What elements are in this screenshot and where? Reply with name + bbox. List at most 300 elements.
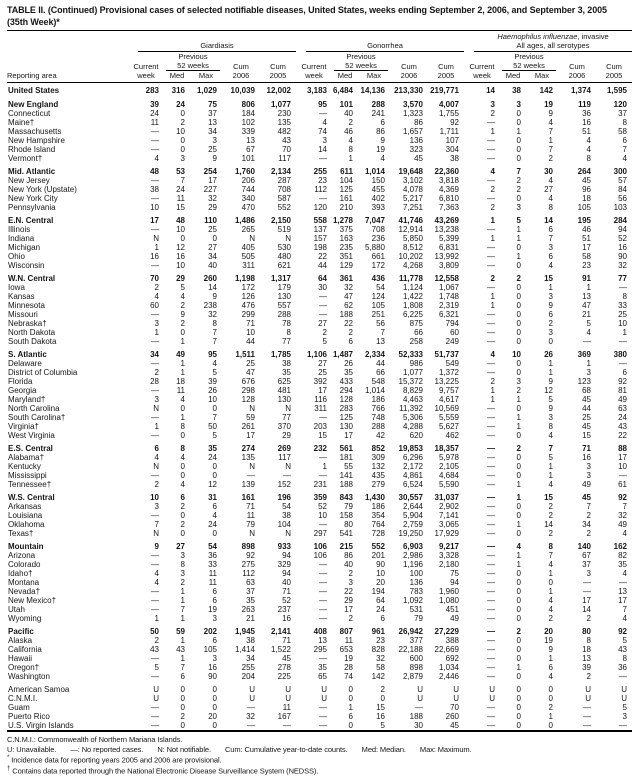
value-cell: 288 <box>371 422 385 431</box>
value-cell: 0 <box>516 645 521 654</box>
value-cell: 255 <box>313 167 327 176</box>
value-cell: 10 <box>176 261 185 270</box>
value-cell: 7 <box>548 444 553 453</box>
value-cell: 7,251 <box>402 203 423 212</box>
value-cell: 260 <box>203 274 217 283</box>
table-row <box>7 413 632 422</box>
value-cell: 18 <box>582 645 591 654</box>
value-cell: 1,077 <box>402 368 423 377</box>
value-cell: 67 <box>246 145 255 154</box>
value-cell: N <box>249 404 255 413</box>
table-row <box>7 623 632 636</box>
value-cell: 0 <box>516 721 521 730</box>
value-cell: 852 <box>371 444 385 453</box>
value-cell: 3 <box>490 100 495 109</box>
value-cell: 0 <box>212 694 217 703</box>
value-cell: 15 <box>318 431 327 440</box>
value-cell: 25 <box>208 225 217 234</box>
value-cell: 19 <box>544 100 553 109</box>
value-cell: 11,392 <box>399 404 423 413</box>
value-cell: 480 <box>277 252 291 261</box>
value-cell: 1 <box>180 654 185 663</box>
table-row <box>7 270 632 283</box>
cum-label: Cum <box>401 62 417 71</box>
value-cell: — <box>487 319 495 328</box>
value-cell: 42 <box>376 431 385 440</box>
value-cell: 29 <box>344 596 353 605</box>
reporting-area-cell: E.N. Central <box>8 216 54 225</box>
value-cell: 238 <box>203 301 217 310</box>
value-cell: 136 <box>409 136 423 145</box>
value-cell: 1,748 <box>438 292 459 301</box>
value-cell: 0 <box>212 529 217 538</box>
value-cell: 28 <box>344 663 353 672</box>
value-cell: 1,522 <box>270 645 291 654</box>
table-row <box>7 118 632 127</box>
value-cell: 2 <box>348 328 353 337</box>
value-cell: 107 <box>445 136 459 145</box>
value-cell: 1 <box>322 462 327 471</box>
value-cell: 530 <box>277 243 291 252</box>
value-cell: 1,486 <box>234 216 255 225</box>
value-cell: 0 <box>516 462 521 471</box>
value-cell: 30 <box>318 283 327 292</box>
value-cell: 0 <box>548 578 553 587</box>
value-cell: 0 <box>516 404 521 413</box>
value-cell: 11 <box>344 636 353 645</box>
value-cell: 0 <box>180 685 185 694</box>
value-cell: 79 <box>344 502 353 511</box>
value-cell: 265 <box>241 225 255 234</box>
value-cell: 0 <box>180 703 185 712</box>
value-cell: 433 <box>339 377 353 386</box>
value-cell: — <box>319 520 327 529</box>
legend-segment: —: No reported cases. <box>70 744 144 754</box>
value-cell: 43,269 <box>434 216 459 225</box>
value-cell: 124 <box>371 292 385 301</box>
value-cell: 5 <box>548 395 553 404</box>
value-cell: 764 <box>371 520 385 529</box>
weeks52-label: 52 weeks <box>164 61 222 71</box>
reporting-area-cell: New Jersey <box>8 176 50 185</box>
value-cell: 94 <box>618 225 627 234</box>
value-cell: U <box>285 685 291 694</box>
value-cell: 4 <box>586 328 591 337</box>
value-cell: 26 <box>344 359 353 368</box>
value-cell: 5 <box>322 337 327 346</box>
value-cell: 195 <box>577 216 591 225</box>
value-cell: 1 <box>548 462 553 471</box>
value-cell: 0 <box>516 310 521 319</box>
value-cell: 105 <box>371 301 385 310</box>
value-cell: 10 <box>618 319 627 328</box>
value-cell: 5 <box>622 636 627 645</box>
cum-label: Cum <box>270 62 286 71</box>
value-cell: 13 <box>208 118 217 127</box>
table-row <box>7 283 632 292</box>
value-cell: 4 <box>516 542 521 551</box>
value-cell: 1 <box>490 234 495 243</box>
table-row <box>7 440 632 453</box>
value-cell: 6 <box>180 493 185 502</box>
value-cell: U <box>321 685 327 694</box>
value-cell: 1,511 <box>235 350 255 359</box>
reporting-area-cell: Ohio <box>8 252 25 261</box>
value-cell: 4 <box>586 136 591 145</box>
value-cell: 339 <box>241 127 255 136</box>
value-cell: 1 <box>154 422 159 431</box>
value-cell: 8 <box>180 560 185 569</box>
value-cell: 8,512 <box>402 243 423 252</box>
value-cell: — <box>151 225 159 234</box>
value-cell: 161 <box>339 194 353 203</box>
value-cell: 2 <box>586 529 591 538</box>
value-cell: 9 <box>212 292 217 301</box>
value-cell: 9,217 <box>438 542 459 551</box>
reporting-area-cell: Wyoming <box>8 614 42 623</box>
value-cell: 90 <box>208 672 217 681</box>
value-cell: 186 <box>371 502 385 511</box>
value-cell: 12,914 <box>398 225 423 234</box>
value-cell: 8 <box>548 203 553 212</box>
week-label: week <box>128 71 164 83</box>
table-row <box>7 234 632 243</box>
value-cell: 451 <box>445 605 459 614</box>
table-row <box>7 529 632 538</box>
value-cell: 13 <box>582 292 591 301</box>
value-cell: 1 <box>548 569 553 578</box>
value-cell: 12 <box>176 243 185 252</box>
value-cell: 2 <box>154 636 159 645</box>
value-cell: 1 <box>516 520 521 529</box>
value-cell: 3 <box>322 136 327 145</box>
value-cell: — <box>487 605 495 614</box>
value-cell: 103 <box>613 203 627 212</box>
value-cell: 1,960 <box>438 587 459 596</box>
value-cell: N <box>249 234 255 243</box>
value-cell: 2 <box>322 328 327 337</box>
week-label: week <box>296 71 332 83</box>
value-cell: 0 <box>212 703 217 712</box>
value-cell: 56 <box>618 194 627 203</box>
value-cell: 2 <box>180 118 185 127</box>
value-cell: 17 <box>582 243 591 252</box>
value-cell: 10 <box>318 511 327 520</box>
value-cell: 0 <box>212 721 217 730</box>
value-cell: 202 <box>203 627 217 636</box>
value-cell: N <box>285 462 291 471</box>
value-cell: 60 <box>150 301 159 310</box>
value-cell: 16 <box>582 118 591 127</box>
value-cell: 13,992 <box>434 252 459 261</box>
value-cell: 4,369 <box>438 185 459 194</box>
value-cell: 1 <box>180 337 185 346</box>
value-cell: 274 <box>241 444 255 453</box>
reporting-area-cell: Arkansas <box>8 502 42 511</box>
value-cell: 0 <box>516 502 521 511</box>
value-cell: — <box>487 328 495 337</box>
value-cell: 172 <box>371 261 385 270</box>
reporting-area-cell: Iowa <box>8 283 25 292</box>
value-cell: 279 <box>371 480 385 489</box>
value-cell: 71 <box>582 444 591 453</box>
value-cell: 79 <box>246 520 255 529</box>
value-cell: 54 <box>282 502 291 511</box>
value-cell: 316 <box>171 86 185 95</box>
value-cell: 354 <box>371 511 385 520</box>
value-cell: 340 <box>241 194 255 203</box>
value-cell: 0 <box>516 319 521 328</box>
value-cell: 77 <box>282 337 291 346</box>
value-cell: 70 <box>450 703 459 712</box>
value-cell: 78 <box>282 319 291 328</box>
value-cell: — <box>487 368 495 377</box>
value-cell: 5,559 <box>438 413 459 422</box>
value-cell: 136 <box>409 578 423 587</box>
value-cell: 1 <box>516 493 521 502</box>
value-cell: 7 <box>180 663 185 672</box>
value-cell: 1,945 <box>234 627 255 636</box>
table-row <box>7 404 632 413</box>
value-cell: 26,942 <box>398 627 423 636</box>
value-cell: 17 <box>618 596 627 605</box>
value-cell: 2,879 <box>402 672 423 681</box>
value-cell: 2 <box>180 712 185 721</box>
value-cell: 29 <box>208 203 217 212</box>
value-cell: — <box>619 471 627 480</box>
value-cell: — <box>151 712 159 721</box>
value-cell: 27 <box>176 542 185 551</box>
value-cell: 369 <box>577 350 591 359</box>
value-cell: 1,014 <box>364 386 385 395</box>
reporting-area-cell: North Dakota <box>8 328 56 337</box>
value-cell: 49 <box>618 395 627 404</box>
value-cell: — <box>487 359 495 368</box>
value-cell: — <box>487 118 495 127</box>
table-row <box>7 703 632 712</box>
value-cell: 435 <box>371 471 385 480</box>
value-cell: 806 <box>241 100 255 109</box>
value-cell: 32 <box>246 712 255 721</box>
value-cell: N <box>249 462 255 471</box>
value-cell: — <box>583 337 591 346</box>
value-cell: 60 <box>450 328 459 337</box>
value-cell: 2,319 <box>438 301 459 310</box>
value-cell: 14,136 <box>360 86 385 95</box>
value-cell: 44 <box>376 359 385 368</box>
value-cell: 264 <box>577 167 591 176</box>
max-label: Max <box>526 71 558 83</box>
value-cell: 167 <box>277 712 291 721</box>
reporting-area-cell: Louisiana <box>8 511 43 520</box>
value-cell: 204 <box>241 672 255 681</box>
value-cell: 142 <box>539 86 553 95</box>
value-cell: 4 <box>322 118 327 127</box>
value-cell: 132 <box>371 462 385 471</box>
value-cell: 251 <box>371 310 385 319</box>
value-cell: 54 <box>376 283 385 292</box>
value-cell: — <box>151 261 159 270</box>
value-cell: 6,903 <box>402 542 423 551</box>
reporting-area-cell: Florida <box>8 377 33 386</box>
value-cell: 19 <box>544 636 553 645</box>
previous-label: Previous <box>346 52 376 61</box>
value-cell: 6 <box>348 337 353 346</box>
value-cell: 15,372 <box>398 377 423 386</box>
reporting-area-cell: S. Atlantic <box>8 350 47 359</box>
value-cell: 66 <box>414 328 423 337</box>
value-cell: 1 <box>348 154 353 163</box>
value-cell: 23 <box>318 176 327 185</box>
value-cell: 23 <box>582 261 591 270</box>
table-row <box>7 225 632 234</box>
value-cell: U <box>417 685 423 694</box>
value-cell: 27 <box>544 185 553 194</box>
value-cell: 25 <box>618 310 627 319</box>
value-cell: 179 <box>277 283 291 292</box>
value-cell: 1,317 <box>270 274 291 283</box>
table-row <box>7 301 632 310</box>
value-cell: 0 <box>516 118 521 127</box>
value-cell: 54 <box>208 542 217 551</box>
value-cell: 32 <box>208 194 217 203</box>
value-cell: 748 <box>371 413 385 422</box>
value-cell: 110 <box>204 216 217 225</box>
value-cell: 19,250 <box>398 529 423 538</box>
value-cell: 9 <box>548 404 553 413</box>
value-cell: 112 <box>314 185 327 194</box>
value-cell: 130 <box>277 292 291 301</box>
value-cell: 288 <box>371 100 385 109</box>
value-cell: 3,570 <box>402 100 423 109</box>
value-cell: 1 <box>548 712 553 721</box>
value-cell: 2 <box>516 176 521 185</box>
value-cell: 531 <box>409 605 423 614</box>
value-cell: 80 <box>344 520 353 529</box>
value-cell: 4 <box>154 569 159 578</box>
value-cell: 1 <box>490 301 495 310</box>
value-cell: 21 <box>582 310 591 319</box>
value-cell: 22 <box>344 587 353 596</box>
value-cell: 50 <box>208 422 217 431</box>
value-cell: 225 <box>277 672 291 681</box>
value-cell: 0 <box>516 261 521 270</box>
legend-segment: Cum: Cumulative year-to-date counts. <box>224 744 348 754</box>
value-cell: 587 <box>277 194 291 203</box>
value-cell: 1 <box>516 127 521 136</box>
value-cell: 4 <box>622 569 627 578</box>
value-cell: 2,180 <box>438 560 459 569</box>
value-cell: 40 <box>282 578 291 587</box>
value-cell: 462 <box>445 431 459 440</box>
value-cell: 300 <box>613 167 627 176</box>
value-cell: 15 <box>544 274 553 283</box>
value-cell: 1 <box>548 587 553 596</box>
value-cell: 2,105 <box>438 462 459 471</box>
value-cell: 14 <box>544 216 553 225</box>
value-cell: 152 <box>277 480 291 489</box>
value-cell: 26 <box>544 350 553 359</box>
value-cell: — <box>487 480 495 489</box>
value-cell: 3,065 <box>438 520 459 529</box>
reporting-area-cell: District of Columbia <box>8 368 78 377</box>
value-cell: 19 <box>208 605 217 614</box>
table-row <box>7 520 632 529</box>
value-cell: 0 <box>548 694 553 703</box>
value-cell: 3 <box>586 368 591 377</box>
value-cell: 10 <box>208 395 217 404</box>
reporting-area-cell: Illinois <box>8 225 31 234</box>
table-row <box>7 176 632 185</box>
value-cell: 94 <box>282 569 291 578</box>
value-cell: 393 <box>371 203 385 212</box>
value-cell: 288 <box>277 310 291 319</box>
value-cell: U <box>489 685 495 694</box>
value-cell: 58 <box>618 127 627 136</box>
value-cell: 43 <box>618 422 627 431</box>
value-cell: 15 <box>376 703 385 712</box>
value-cell: 4 <box>622 154 627 163</box>
year-2006-label: 2006 <box>390 71 428 83</box>
footnote-dagger: † Contains data reported through the National Electronic Disease Surveillance System (NEDSS). <box>7 766 319 776</box>
value-cell: 6,810 <box>438 194 459 203</box>
value-cell: 52 <box>318 502 327 511</box>
reporting-area-cell: New York (Upstate) <box>8 185 77 194</box>
value-cell: 408 <box>313 627 327 636</box>
value-cell: 9 <box>180 310 185 319</box>
value-cell: 16 <box>150 252 159 261</box>
value-cell: 807 <box>339 627 353 636</box>
value-cell: — <box>415 703 423 712</box>
value-cell: 3,183 <box>306 86 327 95</box>
value-cell: 1 <box>180 359 185 368</box>
value-cell: 3,102 <box>402 176 423 185</box>
value-cell: — <box>151 560 159 569</box>
value-cell: — <box>319 578 327 587</box>
value-cell: 1 <box>180 596 185 605</box>
value-cell: 1,372 <box>438 368 459 377</box>
value-cell: 2 <box>154 368 159 377</box>
value-cell: 3 <box>516 203 521 212</box>
value-cell: 61 <box>618 480 627 489</box>
value-cell: 157 <box>313 234 327 243</box>
value-cell: 37 <box>582 560 591 569</box>
value-cell: 1,487 <box>332 350 353 359</box>
value-cell: — <box>619 283 627 292</box>
value-cell: 1,124 <box>402 283 423 292</box>
value-cell: 46 <box>582 225 591 234</box>
value-cell: 215 <box>339 542 353 551</box>
value-cell: 101 <box>339 100 353 109</box>
value-cell: 4 <box>548 480 553 489</box>
value-cell: 20 <box>208 712 217 721</box>
value-cell: 9,757 <box>438 386 459 395</box>
value-cell: 548 <box>371 377 385 386</box>
value-cell: 11 <box>282 703 291 712</box>
value-cell: — <box>487 529 495 538</box>
table-row <box>7 694 632 703</box>
value-cell: 35 <box>618 560 627 569</box>
current-label: Current <box>301 62 327 71</box>
value-cell: 8 <box>548 542 553 551</box>
value-cell: 86 <box>376 127 385 136</box>
value-cell: 1,711 <box>439 127 459 136</box>
value-cell: 744 <box>241 185 255 194</box>
value-cell: 79 <box>414 614 423 623</box>
value-cell: 1 <box>180 636 185 645</box>
table-row <box>7 386 632 395</box>
reporting-area-cell: Washington <box>8 672 50 681</box>
